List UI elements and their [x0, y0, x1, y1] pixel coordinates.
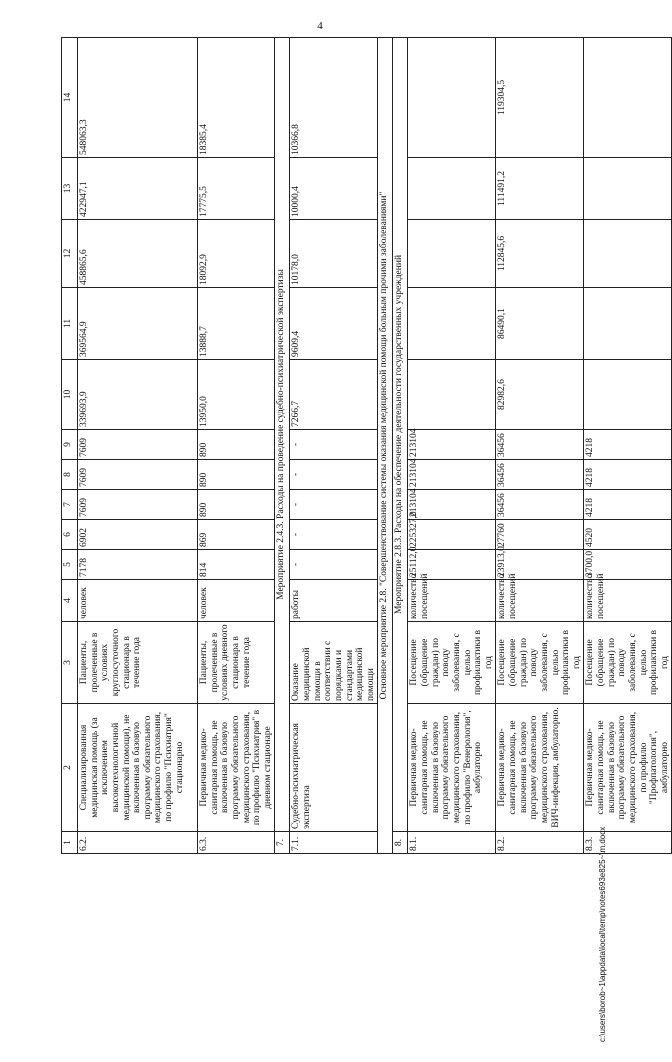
col-number: 8 [62, 460, 78, 490]
col-number: 3 [62, 622, 78, 704]
indicator: Пациенты, пролеченные в условиях дневного стационара в течение года [198, 622, 275, 704]
cell: 10000,4 [290, 158, 378, 220]
cell: - [290, 490, 378, 520]
row-number: 6.2. [78, 832, 198, 854]
section-title: Мероприятие 2.8.3. Расходы на обеспечение деятельности государственных учреждений [393, 38, 408, 832]
section-row [275, 38, 290, 854]
indicator: Посещение (обращение граждан) по поводу заболевания, с целью профилактики в год [584, 622, 672, 704]
indicator: Посещение (обращение граждан) по поводу заболевания, с целью профилактики в год [496, 622, 584, 704]
cell: 13888,7 [198, 288, 275, 360]
cell [584, 220, 672, 288]
section-row [393, 38, 408, 854]
service-name: Специализированная медицинская помощь (за исключением высокотехнологичной медицинской помощи), не включенная в базовую программу обязательного медицинского страхования, по профилю "Психиатрия" стационарно [78, 704, 198, 832]
cell: 112845,6 [496, 220, 584, 288]
cell: 369564,9 [78, 288, 198, 360]
unit: количество посещений [496, 580, 584, 622]
cell [408, 38, 496, 158]
indicator: Оказание медицинской помощи в соответствии с порядками и стандартами медицинской помощи [290, 622, 378, 704]
cell: 548063,3 [78, 38, 198, 158]
budget-table [61, 37, 672, 854]
cell: 10366,8 [290, 38, 378, 158]
table-row [290, 38, 378, 854]
cell: - [290, 430, 378, 460]
cell: 10178,0 [290, 220, 378, 288]
col-number: 11 [62, 288, 78, 360]
cell [408, 288, 496, 360]
cell [408, 158, 496, 220]
cell: 9609,4 [290, 288, 378, 360]
indicator: Пациенты, пролеченные в условиях круглосуточного стационара в течение года [78, 622, 198, 704]
col-number: 7 [62, 490, 78, 520]
cell: 458865,6 [78, 220, 198, 288]
row-number: 8.1. [408, 832, 496, 854]
cell: 86490,1 [496, 288, 584, 360]
cell: 36456 [496, 430, 584, 460]
cell: - [290, 460, 378, 490]
cell: 6902 [78, 520, 198, 550]
row-number: 6.3. [198, 832, 275, 854]
table-row [496, 38, 584, 854]
cell: 213104 [408, 430, 496, 460]
cell: 890 [198, 430, 275, 460]
col-number: 5 [62, 550, 78, 580]
col-number: 1 [62, 832, 78, 854]
cell: 82982,6 [496, 360, 584, 430]
row-number: 8.3. [584, 832, 672, 854]
unit: количество посещений [584, 580, 672, 622]
cell: 7609 [78, 490, 198, 520]
indicator: Посещение (обращение граждан) по поводу заболевания, с целью профилактики в год [408, 622, 496, 704]
cell: 17775,5 [198, 158, 275, 220]
cell [584, 158, 672, 220]
cell: 25112,0 [408, 550, 496, 580]
unit: работы [290, 580, 378, 622]
col-number: 9 [62, 430, 78, 460]
main-event-title: Основное мероприятие 2.8. "Совершенствование системы оказания медицинской помощи больным прочими заболеваниями" [378, 38, 393, 854]
cell: 27760 [496, 520, 584, 550]
cell [584, 288, 672, 360]
table-row [408, 38, 496, 854]
service-name: Первичная медико-санитарная помощь, не включенная в базовую программу обязательного медицинского страхования, по профилю "Психиатрия" в дневном стационаре [198, 704, 275, 832]
service-name: Первичная медико-санитарная помощь, не включенная в базовую программу обязательного медицинского страхования, ВИЧ-инфекция, амбулаторно. [496, 704, 584, 832]
cell: 3700,0 [584, 550, 672, 580]
header-row [62, 38, 78, 854]
cell: 13950,0 [198, 360, 275, 430]
cell [584, 360, 672, 430]
service-name: Первичная медико-санитарная помощь, не включенная в базовую программу обязательного медицинского страхования, по профилю "Профпатология", амбулаторно [584, 704, 672, 832]
file-path-footer [598, 822, 610, 1062]
col-number: 12 [62, 220, 78, 288]
cell: - [290, 550, 378, 580]
section-title: Мероприятие 2.4.3. Расходы на проведение судебно-психиатрической экспертизы [275, 38, 290, 832]
cell: 890 [198, 460, 275, 490]
cell: 7609 [78, 460, 198, 490]
cell: 7609 [78, 430, 198, 460]
cell: 7178 [78, 550, 198, 580]
main-event-row [378, 38, 393, 854]
service-name: Судебно-психиатрическая экспертиза [290, 704, 378, 832]
cell [584, 38, 672, 158]
cell: 111491,2 [496, 158, 584, 220]
cell: 4218 [584, 490, 672, 520]
cell: 36456 [496, 490, 584, 520]
cell: 213104 [408, 490, 496, 520]
page-number: 4 [317, 20, 323, 32]
cell: 890 [198, 490, 275, 520]
row-number: 7. [275, 832, 290, 854]
col-number: 10 [62, 360, 78, 430]
table-row [584, 38, 672, 854]
cell: 869 [198, 520, 275, 550]
cell: 339693,9 [78, 360, 198, 430]
cell: 422947,1 [78, 158, 198, 220]
row-number: 7.1. [290, 832, 378, 854]
cell: 4520 [584, 520, 672, 550]
cell: 23913,0 [496, 550, 584, 580]
col-number: 4 [62, 580, 78, 622]
unit: человек [198, 580, 275, 622]
service-name: Первичная медико-санитарная помощь, не включенная в базовую программу обязательного медицинского страхования, по профилю "Венерология", амбулаторно [408, 704, 496, 832]
cell: 7266,7 [290, 360, 378, 430]
col-number: 6 [62, 520, 78, 550]
cell: 18385,4 [198, 38, 275, 158]
file-path-text: c:\users\borob~1\appdata\local\temp\notes693e825~\m.docx [598, 826, 607, 1042]
table-row [198, 38, 275, 854]
cell: 225327,0 [408, 520, 496, 550]
cell: 814 [198, 550, 275, 580]
row-number: 8. [393, 832, 408, 854]
col-number: 14 [62, 38, 78, 158]
col-number: 13 [62, 158, 78, 220]
cell: 4218 [584, 430, 672, 460]
table-row [78, 38, 198, 854]
unit: человек [78, 580, 198, 622]
row-number: 8.2. [496, 832, 584, 854]
cell: 18092,9 [198, 220, 275, 288]
cell [408, 220, 496, 288]
unit: количество посещений [408, 580, 496, 622]
cell: 213104 [408, 460, 496, 490]
cell: 36456 [496, 460, 584, 490]
cell [408, 360, 496, 430]
cell: - [290, 520, 378, 550]
cell: 4218 [584, 460, 672, 490]
col-number: 2 [62, 704, 78, 832]
cell: 119304,5 [496, 38, 584, 158]
rotated-table-area [61, 38, 670, 854]
